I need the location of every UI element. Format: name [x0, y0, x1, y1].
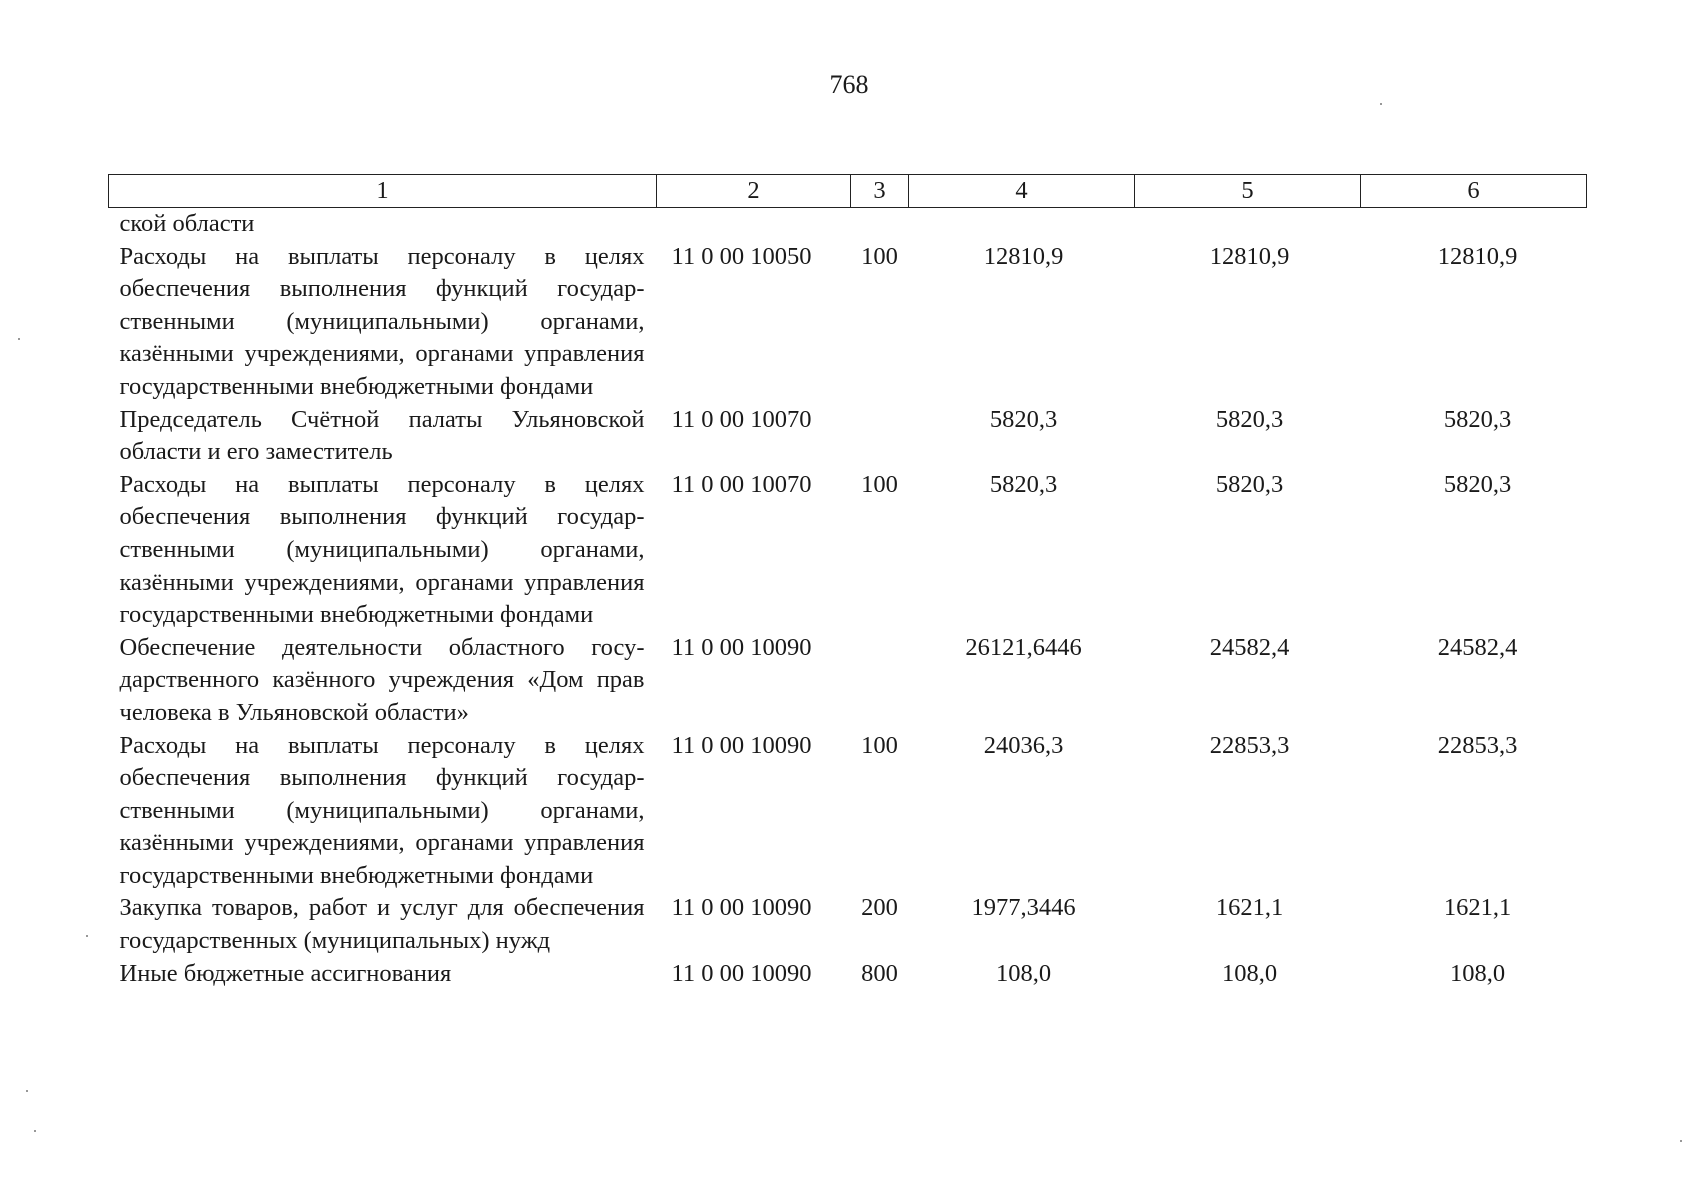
table-row [109, 241, 1587, 404]
table-row [109, 469, 1587, 632]
row-value-5 [1135, 208, 1361, 241]
table-row [109, 958, 1587, 991]
row-code: 11 0 00 10090 [671, 959, 812, 987]
header-col-5: 5 [1135, 175, 1361, 208]
row-code: 11 0 00 10090 [671, 633, 812, 661]
row-value-6: 24582,4 [1437, 633, 1518, 661]
table-row [109, 730, 1587, 893]
header-col-1: 1 [109, 175, 657, 208]
row-value-5: 22853,3 [1209, 731, 1290, 759]
row-name: ской области [119, 210, 255, 237]
row-expense-type: 100 [861, 470, 898, 498]
row-value-4: 26121,6446 [965, 633, 1082, 661]
page-number: 768 [829, 70, 869, 99]
row-value-4: 5820,3 [989, 405, 1058, 433]
table-row [109, 208, 1587, 241]
row-expense-type: 100 [861, 242, 898, 270]
row-value-5: 12810,9 [1209, 242, 1290, 270]
row-code: 11 0 00 10090 [671, 894, 812, 922]
row-expense-type [851, 404, 909, 469]
scan-speck [1680, 1140, 1682, 1142]
row-name: Закупка товаров, работ и услуг для обеспечения государственных (муниципальных) нужд [119, 894, 645, 955]
row-code: 11 0 00 10050 [671, 242, 812, 270]
row-value-6: 108,0 [1449, 959, 1506, 987]
table-row [109, 632, 1587, 730]
budget-table [108, 174, 1587, 990]
row-expense-type: 800 [861, 959, 898, 987]
table-row [109, 404, 1587, 469]
row-name: Расходы на выплаты персоналу в целях обеспечения выполнения функций государственными (муниципальными) органами, казёнными учреждениями, органами управления государственными внебюджетными фондами [119, 731, 645, 889]
row-value-5: 5820,3 [1215, 405, 1284, 433]
row-expense-type [851, 632, 909, 730]
header-row [109, 175, 1587, 208]
row-value-4: 24036,3 [983, 731, 1064, 759]
row-value-6: 12810,9 [1437, 242, 1518, 270]
header-col-3: 3 [851, 175, 909, 208]
row-value-6: 5820,3 [1443, 470, 1512, 498]
scan-speck [1380, 103, 1382, 105]
scan-speck [26, 1090, 28, 1092]
row-expense-type: 100 [861, 731, 898, 759]
row-code: 11 0 00 10070 [671, 470, 812, 498]
row-value-4: 108,0 [995, 959, 1052, 987]
table-body [109, 208, 1587, 991]
row-name: Расходы на выплаты персоналу в целях обеспечения выполнения функций государственными (муниципальными) органами, казёнными учреждениями, органами управления государственными внебюджетными фондами [119, 470, 645, 629]
row-value-4 [909, 208, 1135, 241]
row-expense-type: 200 [861, 894, 898, 922]
row-code: 11 0 00 10090 [671, 731, 812, 759]
scan-speck [18, 338, 20, 340]
row-value-4: 12810,9 [983, 242, 1064, 270]
table-row [109, 892, 1587, 957]
row-value-6: 1621,1 [1443, 894, 1512, 922]
table-header [109, 175, 1587, 208]
row-name: Расходы на выплаты персоналу в целях обеспечения выполнения функций государственными (муниципальными) органами, казёнными учреждениями, органами управления государственными внебюджетными фондами [119, 242, 645, 400]
scan-speck [34, 1130, 36, 1132]
row-value-6: 22853,3 [1437, 731, 1518, 759]
row-code [657, 208, 851, 241]
header-col-6: 6 [1361, 175, 1587, 208]
row-value-5: 5820,3 [1215, 470, 1284, 498]
budget-table-container [108, 174, 1586, 990]
row-expense-type [851, 208, 909, 241]
row-value-5: 1621,1 [1215, 894, 1284, 922]
row-code: 11 0 00 10070 [671, 405, 812, 433]
row-value-6: 5820,3 [1443, 405, 1512, 433]
row-value-4: 1977,3446 [971, 894, 1076, 922]
row-name: Иные бюджетные ассигнования [119, 959, 452, 987]
row-value-6 [1361, 208, 1587, 241]
header-col-4: 4 [909, 175, 1135, 208]
row-value-5: 24582,4 [1209, 633, 1290, 661]
row-value-4: 5820,3 [989, 470, 1058, 498]
row-value-5: 108,0 [1221, 959, 1278, 987]
row-name: Председатель Счётной палаты Ульяновской области и его заместитель [119, 405, 645, 466]
header-col-2: 2 [657, 175, 851, 208]
row-name: Обеспечение деятельности областного государственного казённого учреждения «Дом прав человека в Ульяновской области» [119, 633, 645, 726]
scan-speck [86, 935, 88, 937]
